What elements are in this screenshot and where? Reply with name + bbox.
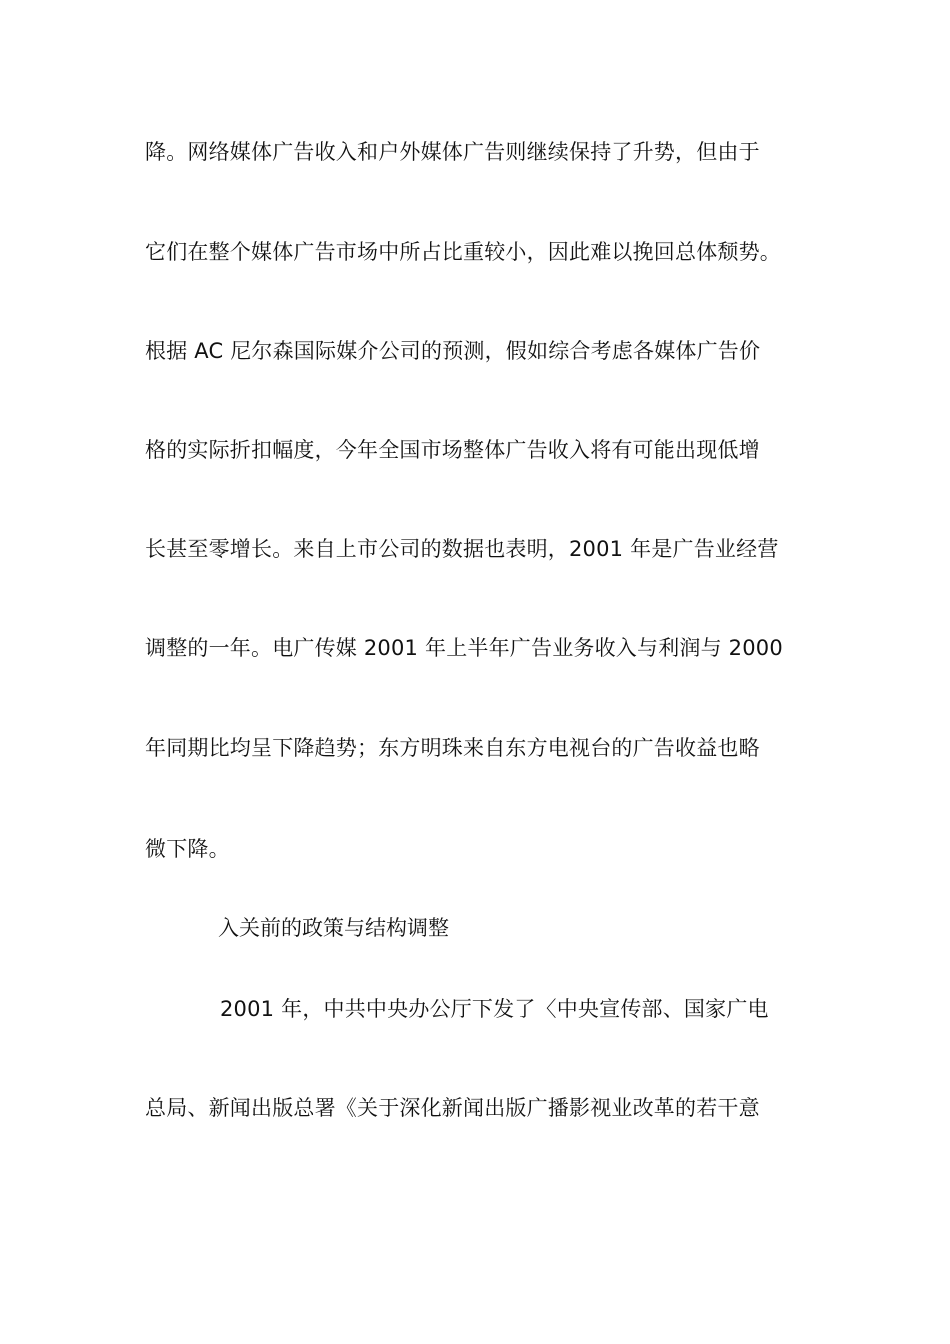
paragraph-line: 长甚至零增长。来自上市公司的数据也表明，2001 年是广告业经营: [145, 537, 779, 561]
paragraph-line: 总局、新闻出版总署《关于深化新闻出版广播影视业改革的若干意: [145, 1096, 760, 1120]
paragraph-line: 它们在整个媒体广告市场中所占比重较小，因此难以挽回总体颓势。: [145, 240, 781, 264]
section-heading: 入关前的政策与结构调整: [218, 916, 449, 940]
paragraph-line: 调整的一年。电广传媒 2001 年上半年广告业务收入与利润与 2000: [145, 636, 783, 660]
paragraph-line: 2001 年，中共中央办公厅下发了〈中央宣传部、国家广电: [220, 997, 769, 1021]
paragraph-line: 微下降。: [145, 837, 230, 861]
paragraph-line: 年同期比均呈下降趋势；东方明珠来自东方电视台的广告收益也略: [145, 736, 760, 760]
paragraph-line: 根据 AC 尼尔森国际媒介公司的预测，假如综合考虑各媒体广告价: [145, 339, 761, 363]
paragraph-line: 降。网络媒体广告收入和户外媒体广告则继续保持了升势，但由于: [145, 140, 760, 164]
paragraph-line: 格的实际折扣幅度，今年全国市场整体广告收入将有可能出现低增: [145, 438, 760, 462]
